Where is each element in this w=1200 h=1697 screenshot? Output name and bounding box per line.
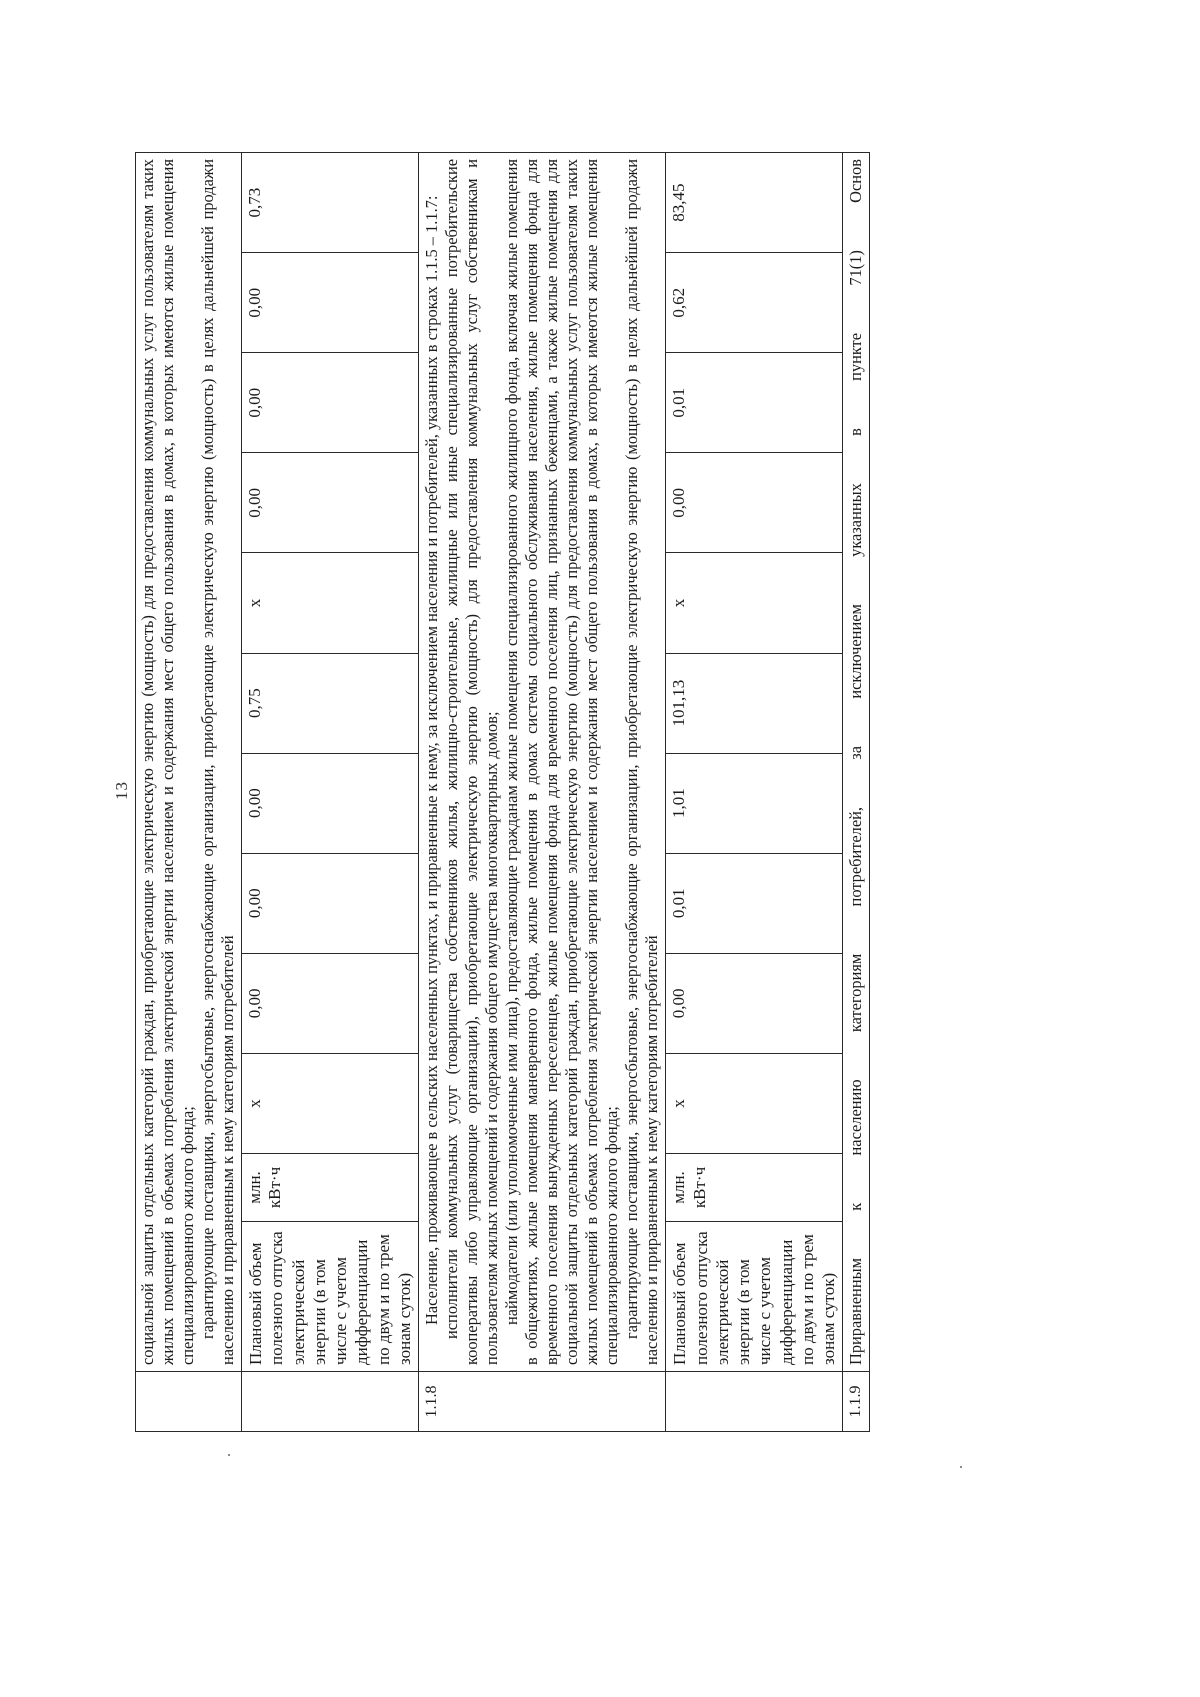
table-row bbox=[843, 153, 870, 1432]
table-row bbox=[242, 153, 419, 1432]
unit-cell: млн. кВт·ч bbox=[666, 1154, 843, 1222]
category-description bbox=[136, 153, 242, 1372]
category-description bbox=[419, 153, 666, 1372]
description-paragraph: гарантирующие поставщики, энергосбытовые, энергоснабжающие организации, приобретающие электрическую энергию (мощность) в целях дальнейшей продажи населению и приравненным к нему категориям потребителей bbox=[198, 159, 238, 1365]
value-cell: x bbox=[242, 1053, 419, 1153]
tariff-volume-table bbox=[135, 152, 870, 1432]
row-number-empty bbox=[242, 1372, 419, 1432]
value-cell: 0,00 bbox=[242, 453, 419, 553]
value-cell: 83,45 bbox=[666, 153, 843, 253]
category-description bbox=[843, 153, 870, 1372]
rotated-table-container bbox=[135, 152, 1095, 1432]
scan-speck bbox=[228, 1454, 230, 1456]
value-cell: 0,00 bbox=[242, 853, 419, 953]
description-paragraph: социальной защиты отдельных категорий граждан, приобретающие электрическую энергию (мощность) для предоставления коммунальных услуг пользователям таких жилых помещений в объемах потребления электрической энергии населением и содержания мест общего пользования в домах, в которых имеются жилые помещения специализированного жилого фонда; bbox=[138, 159, 198, 1365]
value-cell: x bbox=[666, 553, 843, 653]
table-row bbox=[419, 153, 666, 1432]
value-cell: 0,00 bbox=[242, 953, 419, 1053]
page-number: 13 bbox=[112, 781, 131, 800]
row-number: 1.1.9 bbox=[843, 1372, 870, 1432]
value-cell: 0,01 bbox=[666, 353, 843, 453]
value-cell: x bbox=[242, 553, 419, 653]
value-cell: 1,01 bbox=[666, 753, 843, 853]
value-cell: 0,00 bbox=[242, 753, 419, 853]
value-cell: 0,00 bbox=[242, 353, 419, 453]
row-number-empty bbox=[666, 1372, 843, 1432]
value-cell: 0,73 bbox=[242, 153, 419, 253]
description-paragraph: гарантирующие поставщики, энергосбытовые, энергоснабжающие организации, приобретающие электрическую энергию (мощность) в целях дальнейшей продажи населению и приравненным к нему категориям потребителей bbox=[622, 159, 662, 1365]
value-cell: x bbox=[666, 1053, 843, 1153]
row-number-empty bbox=[136, 1372, 242, 1432]
value-cell: 0,75 bbox=[242, 653, 419, 753]
description-paragraph: наймодатели (или уполномоченные ими лица), предоставляющие гражданам жилые помещения специализированного жилищного фонда, включая жилые помещения в общежитиях, жилые помещения маневренного фонда, жилые помещения в домах системы социального обслуживания населения, жилые помещения фонда для временного поселения вынужденных переселенцев, жилые помещения фонда для временного поселения лиц, признанных беженцами, а также жилые помещения для социальной защиты отдельных категорий граждан, приобретающие электрическую энергию (мощность) для предоставления коммунальных услуг пользователям таких жилых помещений в объемах потребления электрической энергии населением и содержания мест общего пользования в домах, в которых имеются жилые помещения специализированного жилого фонда; bbox=[502, 159, 622, 1365]
value-cell: 0,00 bbox=[666, 953, 843, 1053]
description-paragraph: Население, проживающее в сельских населенных пунктах, и приравненные к нему, за исключением населения и потребителей, указанных в строках 1.1.5 – 1.1.7: bbox=[422, 195, 442, 1325]
row-number: 1.1.8 bbox=[419, 1372, 666, 1432]
indicator-label: Плановый объем полезного отпуска электрической энергии (в том числе с учетом дифференциации по двум и по трем зонам суток) bbox=[242, 1222, 419, 1372]
unit-cell: млн. кВт·ч bbox=[242, 1154, 419, 1222]
description-paragraph: Приравненным к населению категориям потребителей, за исключением указанных в пункте 71(1) Основ bbox=[846, 159, 866, 1365]
description-paragraph: исполнители коммунальных услуг (товарищества собственников жилья, жилищно-строительные, жилищные или иные специализированные потребительские кооперативы либо управляющие организации), приобретающие электрическую энергию (мощность) для предоставления коммунальных услуг собственникам и пользователям жилых помещений и содержания общего имущества многоквартирных домов; bbox=[442, 159, 502, 1365]
value-cell: 0,00 bbox=[666, 453, 843, 553]
table-row bbox=[136, 153, 242, 1432]
value-cell: 0,62 bbox=[666, 253, 843, 353]
value-cell: 0,00 bbox=[242, 253, 419, 353]
value-cell: 101,13 bbox=[666, 653, 843, 753]
scan-speck bbox=[960, 1466, 962, 1468]
value-cell: 0,01 bbox=[666, 853, 843, 953]
table-row bbox=[666, 153, 843, 1432]
indicator-label: Плановый объем полезного отпуска электрической энергии (в том числе с учетом дифференциации по двум и по трем зонам суток) bbox=[666, 1222, 843, 1372]
